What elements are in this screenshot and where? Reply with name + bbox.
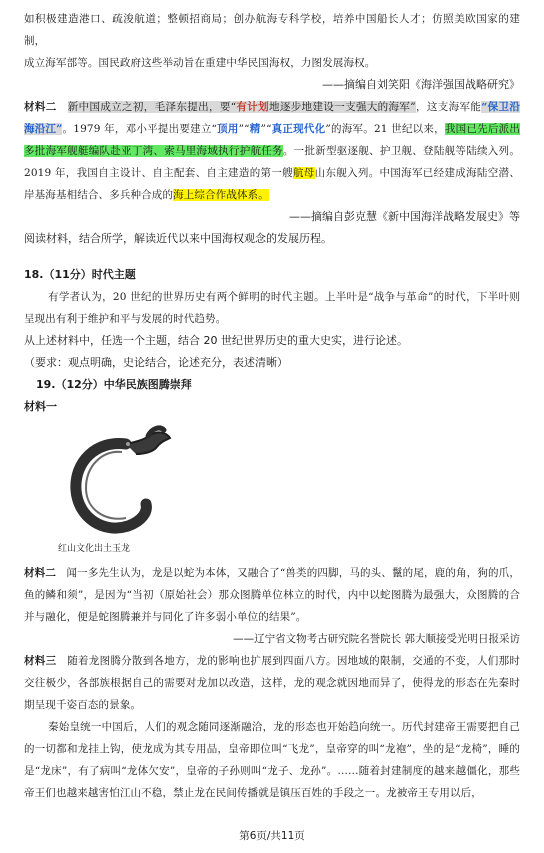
q19-material1-label: 材料一 (24, 400, 57, 413)
q19-material3-paragraph-2: 秦始皇统一中国后，人们的观念随同逐渐融洽，龙的形态也开始趋向统一。历代封建帝王需要把自己的一切都和龙挂上钩，使龙成为其专用品，皇帝即位叫“飞龙”，皇帝穿的叫“龙袍”，坐的是“龙椅”，睡的是“龙床”，有了病叫“龙体欠安”，皇帝的子孙则叫“龙子、龙孙”。……随着封建制度的越来越僵化，那些帝王们也越来越害怕江山不稳，禁止龙在民间传播就是镇压百姓的手段之一。龙被帝王专用以后， (24, 721, 520, 799)
material2-label: 材料二 (24, 101, 57, 113)
q19-material3-paragraph: 材料三 随着龙图腾分散到各地方，龙的影响也扩展到四面八方。因地域的限制，交通的不变，人们那时交往极少，各部族根据自己的需要对龙加以改造，这样，龙的观念就因地而异了，使得龙的形态在先秦时期呈现千姿百态的景象。 (24, 655, 520, 711)
q18-task: 从上述材料中，任选一个主题，结合 20 世纪世界历史的重大史实，进行论述。 (24, 334, 408, 347)
q19-material2-label: 材料二 (24, 567, 56, 579)
q18-requirement: （要求：观点明确，史论结合，论述充分，表述清晰） (24, 356, 288, 369)
highlight-yellow-2: 海上综合作战体系。 (173, 189, 269, 201)
highlight-yellow-1: 航母 (292, 167, 315, 179)
q19-title: 19.（12分）中华民族图腾崇拜 (36, 378, 192, 391)
top-source: ——摘编自刘笑阳《海洋强国战略研究》 (322, 78, 520, 91)
instruction: 阅读材料，结合所学，解读近代以来中国海权观念的发展历程。 (24, 232, 332, 245)
highlight-gray-1: 新中国成立之初，毛泽东提出，要“有计划地逐步地建设一支强大的海军” (67, 101, 416, 113)
jade-dragon-figure (24, 422, 520, 542)
q18-body: 有学者认为，20 世纪的世界历史有两个鲜明的时代主题。上半叶是“战争与革命”的时代，下半叶则呈现出有利于维护和平与发展的时代趋势。 (24, 291, 520, 325)
material2-source: ——摘编自彭克慧《新中国海洋战略发展史》等 (289, 210, 520, 223)
q19-material2-paragraph: 材料二 闻一多先生认为，龙是以蛇为本体，又融合了“兽类的四脚，马的头、鬣的尾，鹿的角，狗的爪，鱼的鳞和须”，是因为“当初（原始社会）那众图腾单位林立的时代，内中以蛇图腾为最强大，众图腾的合并与融化，便是蛇图腾兼并与同化了许多弱小单位的结果”。 (24, 567, 520, 623)
q19-material2-source: ——辽宁省文物考古研究院名誉院长 郭大顺接受光明日报采访 (233, 633, 520, 645)
highlight-green: 我国已先后派出多批海军舰艇编队赴亚丁湾、索马里海域执行护航任务 (24, 123, 520, 157)
top-line-1: 如积极建造港口、疏浚航道；整顿招商局；创办航海专科学校，培养中国船长人才；仿照美欧国家的建制， (24, 13, 520, 47)
q19-material3-label: 材料三 (24, 655, 57, 667)
material2-paragraph: 材料二 新中国成立之初，毛泽东提出，要“有计划地逐步地建设一支强大的海军”，这支海军能“保卫沿海沿江”。1979 年，邓小平提出要建立“顶用”“精”“真正现代化”的海军。21 世纪以来，我国已先后派出多批海军舰艇编队赴亚丁湾、索马里海域执行护航任务。一批新型驱逐舰、护卫舰、登陆舰等陆续入列。2019 年，我国自主设计、自主配套、自主建造的第一艘航母山东舰入列。中国海军已经建成海陆空潜、岸基海基相结合、多兵种合成的海上综合作战体系。 (24, 101, 520, 201)
top-line-2: 成立海军部等。国民政府这些举动旨在重建中华民国海权，力图发展海权。 (24, 57, 376, 69)
figure-caption: 红山文化出土玉龙 (58, 544, 131, 554)
q18-title: 18.（11分）时代主题 (24, 268, 136, 281)
highlight-blue-bold: “保卫沿海沿江” (24, 101, 520, 135)
jade-dragon-image (56, 422, 176, 540)
page-footer: 第6页/共11页 (239, 830, 305, 842)
